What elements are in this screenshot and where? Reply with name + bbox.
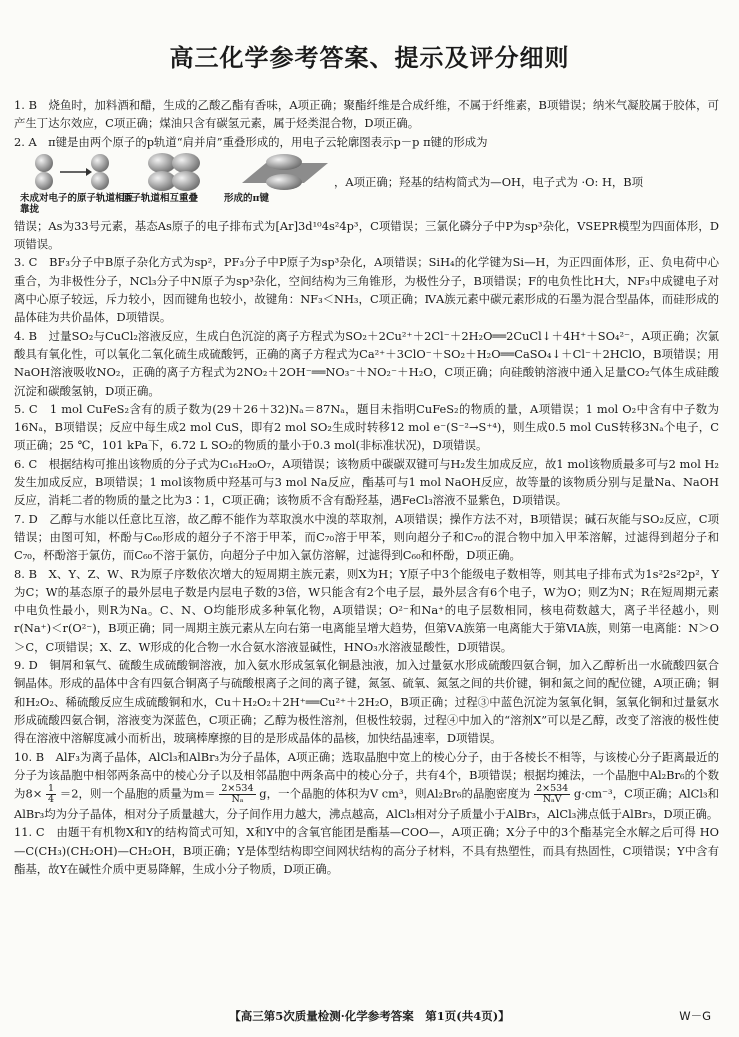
answer-6: 6. C 根据结构可推出该物质的分子式为C₁₆H₂₀O₇，A项错误；该物质中碳碳双键可与H₂发生加成反应，故1 mol该物质最多可与2 mol H₂发生加成反应，B项错误；1 mol该物质中羟基可与3 mol Na反应，酯基可与1 mol NaOH反应，故等量的该物质分别与足量Na、NaOH反应，消耗二者的物质的量之比为3∶1，C项正确；该物质不含有酚羟基，遇FeCl₃溶液不显紫色，D项错误。 bbox=[14, 456, 719, 508]
answer-10-part-d: g·cm⁻³，C项正确；AlCl₃和AlBr₃均为分子晶体，相对分子质量越大，分子间作用力越大，沸点越高，AlCl₃相对分子质量小于AlBr₃，AlCl₃沸点低于AlBr₃，D项正确。 bbox=[14, 786, 720, 822]
fraction-density bbox=[534, 784, 570, 805]
fraction-denominator: Nₐ bbox=[231, 794, 244, 806]
answer-1: 1. B 烧鱼时，加料酒和醋，生成的乙酸乙酯有香味，A项正确；聚酯纤维是合成纤维，不属于纤维素，B项错误；纳米气凝胶属于胶体，可产生丁达尔效应，C项正确；煤油只含有碳氢元素，属于烃类混合物，D项正确。 bbox=[14, 98, 719, 131]
answer-2-after-figure: ，A项正确；羟基的结构简式为—OH，电子式为 ·O: H，B项 bbox=[334, 174, 644, 189]
pi-bond bbox=[224, 153, 322, 215]
orbital-approach-graphic bbox=[28, 153, 118, 191]
orbital-approach bbox=[20, 153, 135, 215]
answer-10 bbox=[14, 748, 719, 824]
fraction-numerator: 2×534 bbox=[536, 783, 569, 795]
answer-body bbox=[14, 96, 719, 878]
orbital-overlap-graphic bbox=[130, 153, 220, 191]
answer-10-part-c: g，一个晶胞的体积为V cm³，则Al₂Br₆的晶胞密度为 bbox=[259, 786, 531, 801]
answer-3: 3. C BF₃分子中B原子杂化方式为sp²，PF₃分子中P原子为sp³杂化，A项错误；SiH₄的化学键为Si—H，为正四面体形，正、负电荷中心重合，为非极性分子，NCl₃分子中N原子为sp³杂化，空间结构为三角锥形，为极性分子，B项错误；F的电负性比H大，NF₃中成键电子对离中心原子较远，斥力较小，因而键角也较小，故键角：NF₃＜NH₃，C项正确；ⅣA族元素中碳元素形成的石墨为混合型晶体，而硅形成的晶体硅为共价晶体，D项错误。 bbox=[14, 255, 719, 325]
answer-9: 9. D 铜屑和氧气、硫酸生成硫酸铜溶液，加入氨水形成氢氧化铜悬浊液，加入过量氨水形成硫酸四氨合铜，加入乙醇析出一水硫酸四氨合铜晶体。形成的晶体中含有四氨合铜离子与硫酸根离子之间的离子键，氮氢、硫氧、氮氢之间的共价键，铜和氮之间的配位键，A项正确；铜和H₂O₂、稀硫酸反应生成硫酸铜和水，Cu＋H₂O₂＋2H⁺══Cu²⁺＋2H₂O，B项正确；过程③中蓝色沉淀为氢氧化铜，氢氧化铜和过量氨水形成硫酸四氨合铜，溶液变为深蓝色，C项正确；乙醇为极性溶剂，但极性较弱，过程④中加入的“溶剂X”可以是乙醇，改变了溶液的极性使得在溶液中溶解度减小而析出，玻璃棒摩擦的目的是形成晶体的晶核，加快结晶速率，D项错误。 bbox=[14, 658, 719, 746]
caption-pi-bond: 形成的π键 bbox=[224, 192, 269, 204]
fraction-mass bbox=[219, 784, 255, 805]
answer-7: 7. D 乙醇与水能以任意比互溶，故乙醇不能作为萃取溴水中溴的萃取剂，A项错误；操作方法不对，B项错误；碱石灰能与SO₂反应，C项错误；由图可知，杯酚与C₆₀形成的超分子不溶于甲苯，而C₇₀溶于甲苯，则向超分子和C₇₀的混合物中加入甲苯溶解，过滤得到超分子和C₇₀，杯酚溶于氯仿，而C₆₀不溶于氯仿，向超分子中加入氯仿溶解，过滤得到C₆₀和杯酚，D项正确。 bbox=[14, 511, 719, 563]
page-footer: 【高三第5次质量检测·化学参考答案 第1页(共4页)】 bbox=[229, 1009, 510, 1023]
answer-10-part-a: 10. B AlF₃为离子晶体，AlCl₃和AlBr₃为分子晶体，A项正确；选取晶胞中宽上的棱心分子，由于各棱长不相等，与该棱心分子距离最近的分子为该晶胞中相邻两条高中的棱心分子以及相邻晶胞中两条高中的棱心分子，共有4个，B项错误；根据均摊法，一个晶胞中Al₂Br₆的个数为8× bbox=[14, 749, 719, 801]
fraction-numerator: 1 bbox=[47, 783, 55, 795]
paper-code: W－G bbox=[679, 1009, 711, 1023]
answer-11: 11. C 由题干有机物X和Y的结构简式可知，X和Y中的含氧官能团是酯基—COO—，A项正确；X分子中的3个酯基完全水解之后可得 HO—C(CH₃)(CH₂OH)—CH₂OH，B项正确；Y是体型结构即空间网状结构的高分子材料，不具有热塑性，而具有热固性，C项错误；Y中含有酯基，故Y在碱性介质中更易降解，生成小分子物质，D项正确。 bbox=[14, 825, 719, 876]
caption-approach: 未成对电子的原子轨道相互靠拢 bbox=[20, 192, 135, 215]
fraction-denominator: NₐV bbox=[542, 794, 562, 806]
fraction-denominator: 4 bbox=[47, 794, 55, 806]
pi-bond-figure bbox=[20, 153, 719, 217]
page-title: 高三化学参考答案、提示及评分细则 bbox=[169, 44, 570, 72]
answer-2-rest: 错误；As为33号元素，基态As原子的电子排布式为[Ar]3d¹⁰4s²4p³，C项错误；三氯化磷分子中P为sp³杂化，VSEPR模型为四面体形，D项错误。 bbox=[14, 218, 719, 252]
answer-4: 4. B 过量SO₂与CuCl₂溶液反应，生成白色沉淀的离子方程式为SO₂＋2Cu²⁺＋2Cl⁻＋2H₂O══2CuCl↓＋4H⁺＋SO₄²⁻，A项正确；次氯酸具有氧化性，可以氧化二氧化硫生成硫酸钙，正确的离子方程式为Ca²⁺＋3ClO⁻＋SO₂＋H₂O══CaSO₄↓＋Cl⁻＋2HClO，B项错误；用NaOH溶液吸收NO₂，正确的离子方程式为2NO₂＋2OH⁻══NO₃⁻＋NO₂⁻＋H₂O，C项正确；向硅酸钠溶液中通入足量CO₂气体生成硅酸沉淀和碳酸氢钠，D项正确。 bbox=[14, 328, 719, 398]
answer-5: 5. C 1 mol CuFeS₂含有的质子数为(29＋26＋32)Nₐ＝87Nₐ，题目未指明CuFeS₂的物质的量，A项错误；1 mol O₂中含有中子数为16Nₐ，B项错误；反应中每生成2 mol CuS，即有2 mol SO₂生成时转移12 mol e⁻(S⁻²→S⁺⁴)，则生成0.5 mol CuS转移3Nₐ个电子，C项正确；25 ℃，101 kPa下，6.72 L SO₂的物质的量小于0.3 mol(非标准状况)，D项错误。 bbox=[14, 401, 719, 453]
answer-2-intro: 2. A π键是由两个原子的p轨道“肩并肩”重叠形成的，用电子云轮廓图表示p－p π键的形成为 bbox=[14, 134, 488, 149]
answer-8: 8. B X、Y、Z、W、R为原子序数依次增大的短周期主族元素，则X为H；Y原子中3个能级电子数相等，则其电子排布式为1s²2s²2p²，Y为C；W的基态原子的最外层电子数是内层电子数的3倍，W只能含有2个电子层，最外层含有6个电子，W为O；则Z为N；R在短周期元素中电负性最小，则R为Na。C、N、O均能形成多种氧化物，A项错误；O²⁻和Na⁺的电子层数相同，核电荷数越大，离子半径越小，则r(Na⁺)＜r(O²⁻)，B项正确；同一周期主族元素从左向右第一电离能呈增大趋势，但第ⅤA族第一电离能大于第ⅥA族，则第一电离能：N＞O＞C，C项错误；X、Z、W形成的化合物一水合氨水溶液显碱性，HNO₃水溶液显酸性，D项错误。 bbox=[14, 566, 719, 654]
pi-bond-graphic bbox=[232, 153, 332, 191]
fraction-numerator: 2×534 bbox=[221, 783, 254, 795]
fraction-one-quarter bbox=[46, 784, 56, 805]
orbital-overlap bbox=[122, 153, 220, 215]
answer-10-part-b: ＝2，则一个晶胞的质量为m＝ bbox=[59, 786, 216, 801]
caption-overlap: 原子轨道相互重叠 bbox=[122, 192, 199, 204]
